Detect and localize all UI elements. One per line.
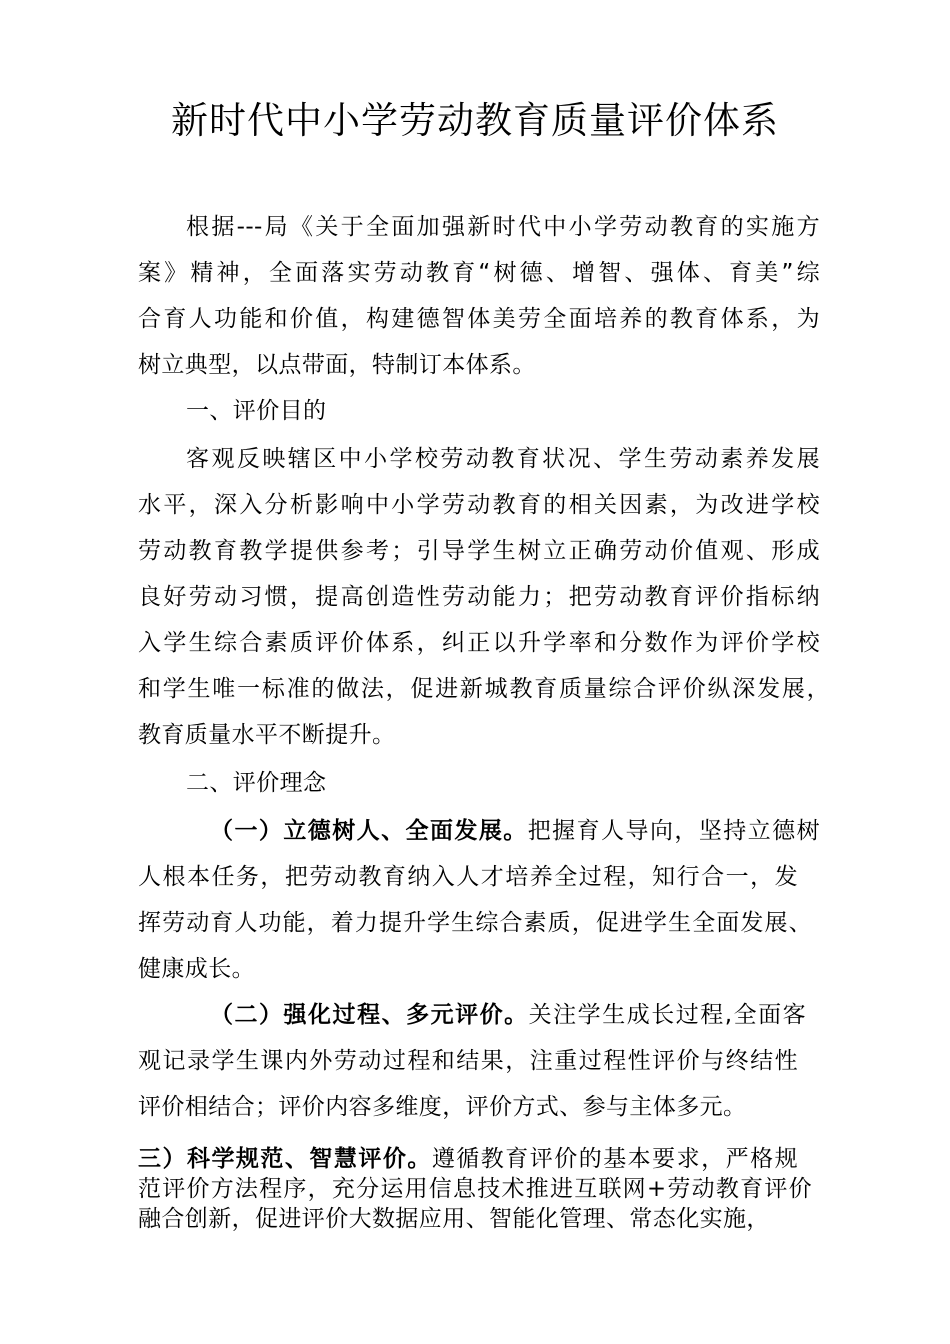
intro-line-4: 树立典型，以点带面，特制订本体系。 [138,352,536,378]
intro-line-3: 合育人功能和价值，构建德智体美劳全面培养的教育体系，为 [138,306,820,332]
purpose-line-7: 教育质量水平不断提升。 [138,722,396,748]
concept-3-line-3: 融合创新，促进评价大数据应用、智能化管理、常态化实施， [138,1206,770,1232]
concept-1-heading: （一）立德树人、全面发展。 [210,818,528,844]
concept-2-line-1-text: 关注学生成长过程,全面客 [528,1002,806,1028]
concept-1-line-1 [210,816,820,846]
intro-line-1: 根据---局《关于全面加强新时代中小学劳动教育的实施方 [186,214,820,240]
concept-1-line-3: 挥劳动育人功能，着力提升学生综合素质，促进学生全面发展、 [138,910,812,936]
section-heading-purpose: 一、评价目的 [186,398,327,424]
concept-3-line-2: 范评价方法程序，充分运用信息技术推进互联网+劳动教育评价 [138,1176,812,1202]
purpose-line-2: 水平，深入分析影响中小学劳动教育的相关因素，为改进学校 [138,492,820,518]
purpose-line-4: 良好劳动习惯，提高创造性劳动能力；把劳动教育评价指标纳 [138,584,820,610]
intro-line-2: 案》精神，全面落实劳动教育“树德、增智、强体、育美”综 [138,260,820,286]
concept-2-line-1 [210,1000,806,1030]
concept-2-line-3: 评价相结合；评价内容多维度，评价方式、参与主体多元。 [138,1094,747,1120]
concept-3-heading: 三）科学规范、智慧评价。 [138,1146,432,1172]
document-title: 新时代中小学劳动教育质量评价体系 [171,99,779,142]
purpose-line-3: 劳动教育教学提供参考；引导学生树立正确劳动价值观、形成 [138,538,820,564]
concept-1-line-1-text: 把握育人导向，坚持立德树 [527,818,820,844]
section-heading-concept: 二、评价理念 [186,770,327,796]
purpose-line-5: 入学生综合素质评价体系，纠正以升学率和分数作为评价学校 [138,630,820,656]
purpose-line-1: 客观反映辖区中小学校劳动教育状况、学生劳动素养发展 [186,446,820,472]
concept-1-line-2: 人根本任务，把劳动教育纳入人才培养全过程，知行合一，发 [138,864,798,890]
concept-3-line-1-text: 遵循教育评价的基本要求，严格规 [431,1146,798,1172]
purpose-line-6: 和学生唯一标准的做法，促进新城教育质量综合评价纵深发展， [138,676,830,702]
concept-2-heading: （二）强化过程、多元评价。 [210,1002,529,1028]
concept-2-line-2: 观记录学生课内外劳动过程和结果，注重过程性评价与终结性 [138,1048,798,1074]
concept-1-line-4: 健康成长。 [138,956,255,982]
concept-3-line-1 [138,1144,798,1174]
